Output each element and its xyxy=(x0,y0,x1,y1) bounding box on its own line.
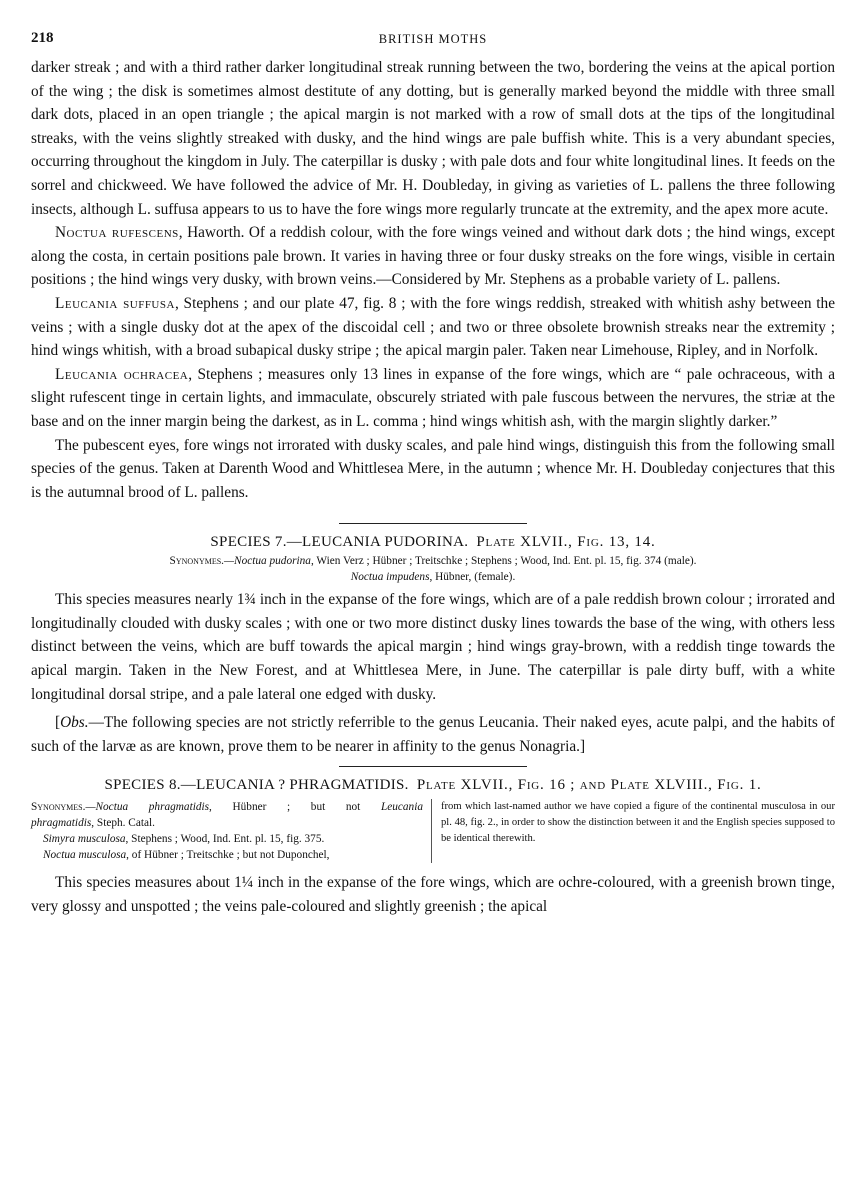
synonym-line xyxy=(31,569,835,585)
species-7-heading xyxy=(31,532,835,553)
observation-note xyxy=(31,711,835,758)
species-8-heading xyxy=(31,775,835,796)
synonym-line xyxy=(31,815,423,831)
plate-reference: Plate XLVII., Fig. 13, 14. xyxy=(476,534,656,551)
paragraph-noctua-rufescens xyxy=(31,221,835,292)
species-title: SPECIES 7.—LEUCANIA PUDORINA. xyxy=(210,534,469,551)
species-8-description: This species measures about 1¼ inch in the expanse of the fore wings, which are ochre-coloured, with a greenish brown tinge, very glossy and unspotted ; the veins pale-coloured and slightly greenish ; the apical xyxy=(31,874,835,916)
synonym-refs: , Wien Verz ; Hübner ; Treitschke ; Stephens ; Wood, Ind. Ent. pl. 15, fig. 374 (male). xyxy=(310,555,697,568)
plate-reference: Plate XLVII., Fig. 16 ; and Plate XLVIII., Fig. 1. xyxy=(416,777,762,794)
synonym-name: —Noctua pudorina xyxy=(224,555,311,568)
synonym-line xyxy=(31,553,835,569)
synonym-refs: , Stephens ; Wood, Ind. Ent. pl. 15, fig. 375. xyxy=(125,833,325,846)
obs-text: —The following species are not strictly referrible to the genus Leucania. Their naked eyes, acute palpi, and the habits of such of the larvæ as are known, prove them to be nearer in affinity to the genus Nonagria.] xyxy=(31,714,835,755)
species-7-synonyms xyxy=(31,553,835,585)
paragraph-continued: darker streak ; and with a third rather darker longitudinal streak running between the two, bordering the veins at the apical portion of the wing ; the disk is sometimes almost destitute of any dotting, but is generally marked beyond the middle with three small dark dots, placed in an open triangle ; the apical margin is not marked with a row of small dots at the tips of the longitudinal streaks, with the veins slightly streaked with dusky, and the hind wings are pale buffish white. This is a very abundant species, occurring throughout the kingdom in July. The caterpillar is dusky ; with pale dots and four white longitudinal lines. It feeds on the sorrel and chickweed. We have followed the advice of Mr. H. Doubleday, in giving as varieties of L. pallens the three following insects, although L. suffusa appears to us to have the fore wings more regularly truncate at the extremity, and the apex more acute. xyxy=(31,59,835,218)
synonym-refs: , Steph. Catal. xyxy=(91,817,155,830)
synonyms-label: Synonymes. xyxy=(31,801,86,814)
paragraph-text: , Stephens ; measures only 13 lines in expanse of the fore wings, which are “ pale ochraceous, with a slight rufescent tinge in certain lights, and immaculate, obscurely striated with pale fuscous between the nervures, the striæ at the base and on the inner margin being the darkest, as in L. comma ; hind wings whitish ash, with the margin slightly darker.” xyxy=(31,365,835,430)
synonym-line xyxy=(31,847,423,863)
synonyms-left-column xyxy=(31,799,432,863)
paragraph-text: , Haworth. Of a reddish colour, with the fore wings veined and without dark dots ; the hind wings, except along the costa, in certain positions pale brown. It varies in having three or four dusky streaks on the fore wings, visible in certain positions ; the hind wings very dusky, with brown veins.—Considered by Mr. Stephens as a probable variety of L. pallens. xyxy=(31,224,835,289)
paragraph-leucania-suffusa xyxy=(31,292,835,363)
synonym-name: phragmatidis xyxy=(31,817,92,830)
running-title: BRITISH MOTHS xyxy=(378,32,488,46)
synonym-line xyxy=(31,831,423,847)
synonym-line xyxy=(31,799,423,815)
synonym-name: Leucania xyxy=(380,801,423,814)
synonym-name: Noctua musculosa xyxy=(43,849,127,862)
species-title: SPECIES 8.—LEUCANIA ? PHRAGMATIDIS. xyxy=(104,777,409,794)
obs-label: Obs. xyxy=(60,714,89,732)
species-name: Leucania suffusa xyxy=(55,294,175,312)
synonym-refs: , of Hübner ; Treitschke ; but not Duponchel, xyxy=(126,849,330,862)
synonym-name: Simyra musculosa xyxy=(43,833,126,846)
species-name: Noctua rufescens xyxy=(55,224,179,242)
page-header xyxy=(31,30,835,56)
synonyms-label: Synonymes. xyxy=(169,555,224,568)
bracket-open: [ xyxy=(55,714,61,732)
paragraph-text: , Stephens ; and our plate 47, fig. 8 ; with the fore wings reddish, streaked with whitish ashy between the veins ; with a single dusky dot at the apex of the discoidal cell ; and two or three obsolete brownish streaks near the extremity ; hind wings whitish, with a broad subapical dusky stripe ; the apical margin paler. Taken near Limehouse, Ripley, and in Norfolk. xyxy=(31,294,835,360)
synonym-refs: , Hübner, (female). xyxy=(429,571,516,584)
species-name: Leucania ochracea xyxy=(55,365,189,383)
synonym-name: —Noctua phragmatidis xyxy=(85,801,210,814)
synonym-refs: , Hübner ; but not xyxy=(209,801,381,814)
synonyms-right-column: from which last-named author we have copied a figure of the continental musculosa in our pl. 48, fig. 2., in order to show the distinction between it and the English species supposed to be identical therewith. xyxy=(441,801,835,845)
paragraph-leucania-ochracea xyxy=(31,363,835,434)
synonym-name: Noctua impudens xyxy=(350,571,430,584)
paragraph-distinguishing: The pubescent eyes, fore wings not irrorated with dusky scales, and pale hind wings, distinguish this from the following small species of the genus. Taken at Darenth Wood and Whittlesea Mere, in the autumn ; whence Mr. H. Doubleday conjectures that this is the autumnal brood of L. pallens. xyxy=(31,436,835,501)
species-8-synonyms xyxy=(31,799,835,863)
species-7-description: This species measures nearly 1¾ inch in the expanse of the fore wings, which are of a pale reddish brown colour ; irrorated and longitudinally clouded with dusky scales ; with one or two more distinct dusky lines towards the base of the wing, with others less distinct between the veins, which are buff towards the apical margin ; hind wings gray-brown, with a reddish tinge towards the apical margin. Taken in the New Forest, and at Whittlesea Mere, in June. The caterpillar is pale dirty buff, with a white longitudinal dorsal stripe, and a pale lateral one edged with dusky. xyxy=(31,591,835,703)
book-page xyxy=(31,30,835,919)
section-divider xyxy=(339,523,527,524)
page-number: 218 xyxy=(31,30,54,46)
section-divider xyxy=(339,766,527,767)
